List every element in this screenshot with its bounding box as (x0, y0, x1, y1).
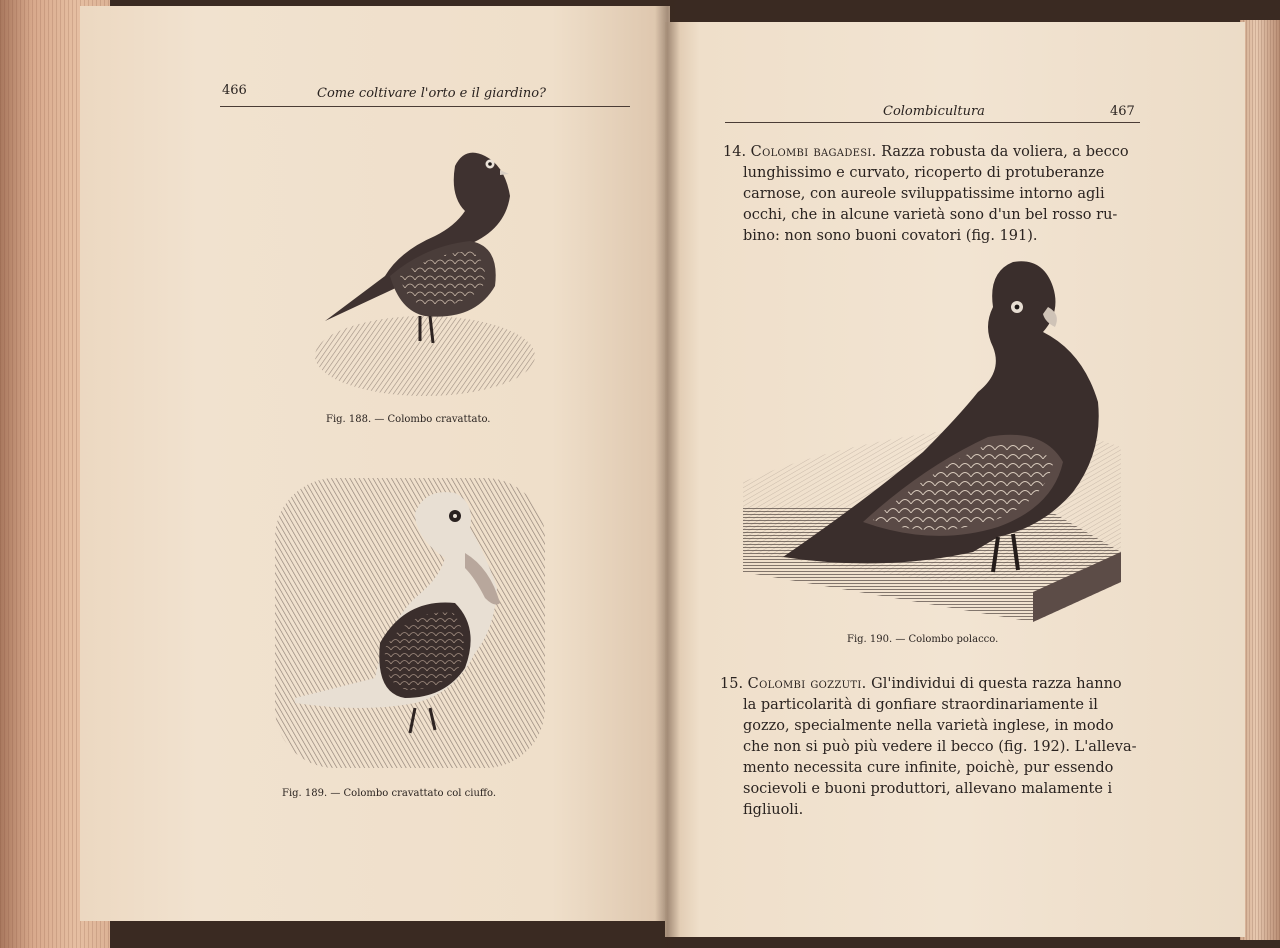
section-15-number: 15. (720, 676, 744, 692)
section-14-text: Razza robusta da voliera, a becco (881, 144, 1129, 160)
section-15-line-5: mento necessita cure infinite, poichè, pur essendo (743, 760, 1114, 776)
right-page (665, 22, 1245, 937)
section-14-paragraph (723, 142, 1141, 247)
figure-188-caption: Fig. 188. — Colombo cravattato. (326, 414, 491, 425)
running-head-left: Come coltivare l'orto e il giardino? (317, 86, 547, 101)
running-head-right: Colombicultura (883, 104, 985, 119)
figure-189-caption: Fig. 189. — Colombo cravattato col ciuffo. (282, 788, 497, 799)
figure-189-engraving (265, 468, 555, 773)
section-15-paragraph (720, 674, 1140, 821)
section-15-line-4: che non si può più vedere il becco (fig. 192). L'alleva- (743, 739, 1137, 755)
section-14-line-1 (723, 142, 1141, 163)
figure-190-engraving (743, 252, 1123, 627)
header-rule-right (725, 122, 1140, 123)
section-14-number: 14. (723, 144, 747, 160)
page-number-left: 466 (222, 83, 247, 98)
section-15-line-7: figliuoli. (743, 802, 804, 818)
section-14-line-5: bino: non sono buoni covatori (fig. 191). (743, 228, 1038, 244)
page-edges-right (1240, 20, 1280, 940)
header-rule-left (220, 106, 630, 107)
section-15-title: Colombi gozzuti. (747, 676, 867, 692)
section-14-title: Colombi bagadesi. (750, 144, 877, 160)
figure-188-engraving (305, 136, 545, 406)
section-14-line-4: occhi, che in alcune varietà sono d'un bel rosso ru- (743, 207, 1118, 223)
left-page (80, 6, 670, 921)
section-14-line-2: lunghissimo e curvato, ricoperto di protuberanze (743, 165, 1105, 181)
section-15-text: Gl'individui di questa razza hanno (871, 676, 1122, 692)
section-15-line-2: la particolarità di gonfiare straordinariamente il (743, 697, 1098, 713)
section-14-line-3: carnose, con aureole sviluppatissime intorno agli (743, 186, 1105, 202)
section-15-line-1 (720, 674, 1140, 695)
page-number-right: 467 (1110, 104, 1135, 119)
section-15-line-3: gozzo, specialmente nella varietà inglese, in modo (743, 718, 1114, 734)
section-15-line-6: socievoli e buoni produttori, allevano malamente i (743, 781, 1113, 797)
book-gutter (655, 0, 680, 948)
figure-190-caption: Fig. 190. — Colombo polacco. (847, 634, 999, 645)
